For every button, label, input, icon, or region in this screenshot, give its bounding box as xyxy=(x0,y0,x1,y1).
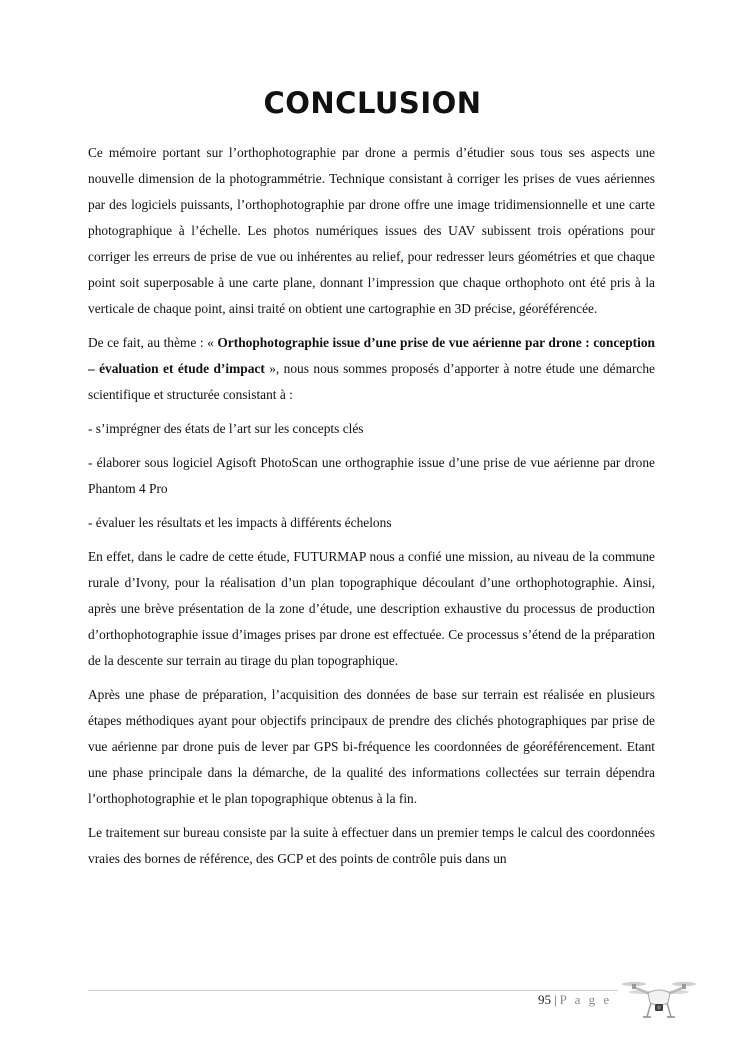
paragraph-processing: Le traitement sur bureau consiste par la suite à effectuer dans un premier temps le calcul des coordonnées vraies des bornes de référence, des GCP et des points de contrôle puis dans un xyxy=(88,825,655,866)
paragraph-theme xyxy=(88,330,655,408)
theme-prefix: De ce fait, au thème : « xyxy=(88,335,218,350)
list-item: - évaluer les résultats et les impacts à différents échelons xyxy=(88,515,392,530)
theme-title: Orthophotographie issue d’une prise de vue aérienne par drone : conception – évaluation et étude d’impact xyxy=(88,335,655,376)
paragraph-acquisition: Après une phase de préparation, l’acquisition des données de base sur terrain est réalisée en plusieurs étapes méthodiques ayant pour objectifs principaux de prendre des clichés photographiques par prise de vue aérienne par drone puis de lever par GPS bi-fréquence les coordonnées de géoréférencement. Etant une phase principale dans la démarche, de la qualité des informations collectées sur terrain dépendra l’orthophotographie et le plan topographique obtenus à la fin. xyxy=(88,687,655,806)
list-item: - s’imprégner des états de l’art sur les concepts clés xyxy=(88,421,364,436)
page-title: CONCLUSION xyxy=(263,86,482,120)
document-body xyxy=(88,140,655,872)
drone-icon xyxy=(620,975,698,1023)
footer-separator: | xyxy=(554,992,557,1007)
page-label: P a g e xyxy=(559,992,612,1007)
paragraph-intro: Ce mémoire portant sur l’orthophotographie par drone a permis d’étudier sous tous ses aspects une nouvelle dimension de la photogrammétrie. Technique consistant à corriger les prises de vues aériennes par des logiciels puissants, l’orthophotographie par drone offre une image tridimensionnelle et une carte photographique à l’échelle. Les photos numériques issues des UAV subissent trois opérations pour corriger les erreurs de prise de vue ou inhérentes au relief, pour redresser leurs géométries et que chaque point soit superposable à une carte plane, donnant l’impression que chaque orthophoto ont été pris à la verticale de chaque point, ainsi traité on obtient une cartographie en 3D précise, géoréférencée. xyxy=(88,145,655,316)
page-number: 95 xyxy=(538,992,551,1007)
page-footer xyxy=(538,992,612,1008)
footer-divider xyxy=(88,990,618,991)
list-item: - élaborer sous logiciel Agisoft PhotoScan une orthographie issue d’une prise de vue aérienne par drone Phantom 4 Pro xyxy=(88,455,655,496)
paragraph-mission: En effet, dans le cadre de cette étude, FUTURMAP nous a confié une mission, au niveau de la commune rurale d’Ivony, pour la réalisation d’un plan topographique découlant d’une orthophotographie. Ainsi, après une brève présentation de la zone d’étude, une description exhaustive du processus de production d’orthophotographie issue d’images prises par drone est effectuée. Ce processus s’étend de la préparation de la descente sur terrain au tirage du plan topographique. xyxy=(88,549,655,668)
theme-suffix: », nous nous sommes proposés d’apporter à notre étude une démarche scientifique et structurée consistant à : xyxy=(88,361,655,402)
